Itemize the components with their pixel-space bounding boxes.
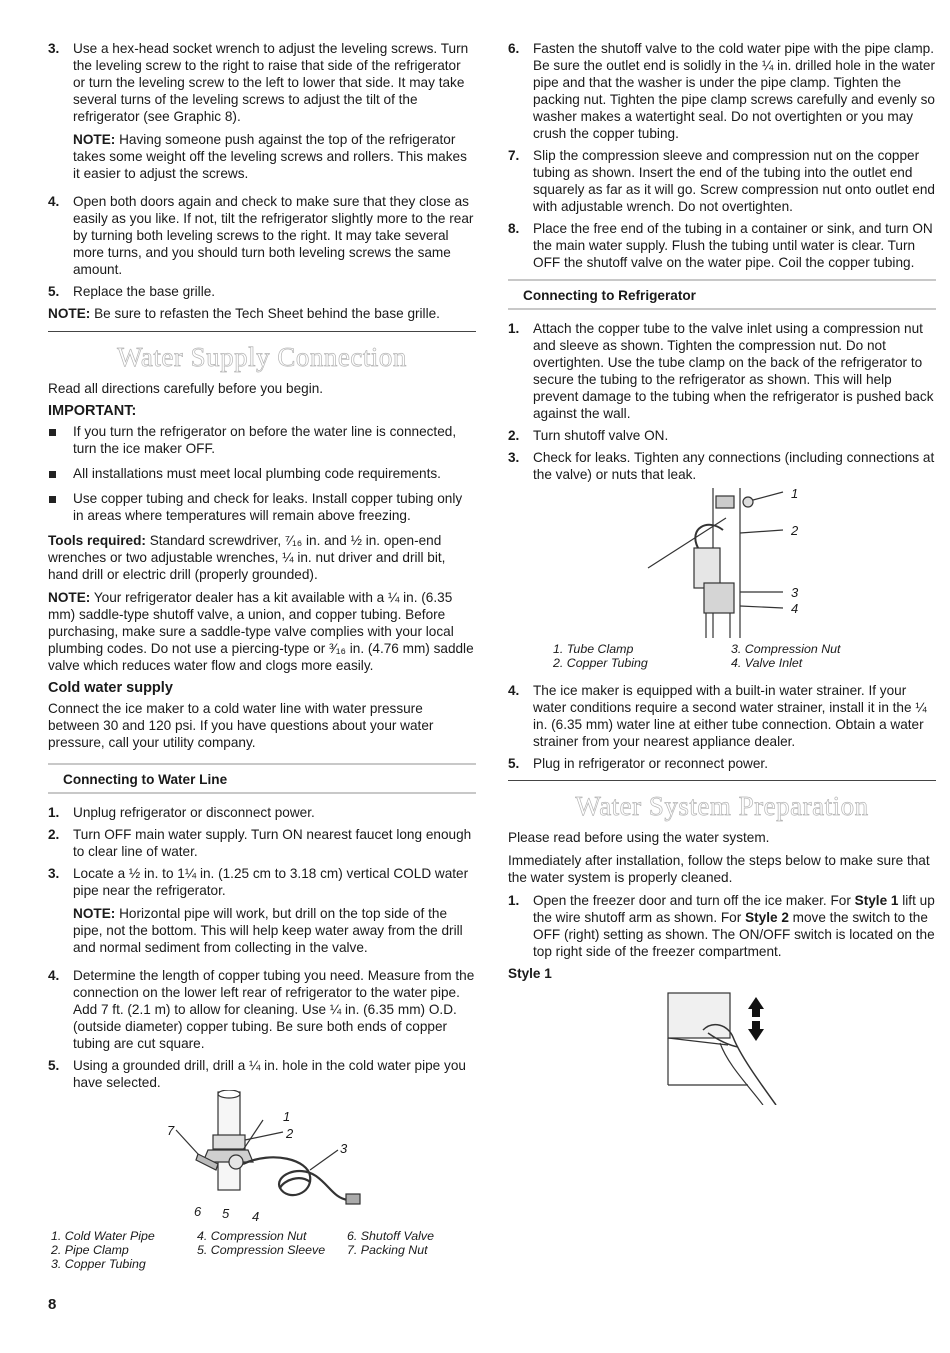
important-heading: IMPORTANT: <box>48 403 137 419</box>
callout-2: 2 <box>791 523 799 538</box>
square-bullet-icon <box>48 423 73 457</box>
bullet-item: Use copper tubing and check for leaks. Install copper tubing only in areas where temperatures will remain above freezing. <box>48 490 476 524</box>
style-1-label: Style 1 <box>508 966 552 981</box>
divider <box>508 780 936 781</box>
connecting-refrigerator-heading: Connecting to Refrigerator <box>508 279 936 310</box>
tech-sheet-note: NOTE: Be sure to refasten the Tech Sheet behind the base grille. <box>48 306 440 321</box>
square-bullet-icon <box>48 490 73 524</box>
cold-water-heading: Cold water supply <box>48 680 173 696</box>
connecting-water-line-heading: Connecting to Water Line <box>48 763 476 794</box>
callout-1: 1 <box>791 486 799 501</box>
waterline-step-4: 4. Determine the length of copper tubing you need. Measure from the connection on the lower left rear of refrigerator to the water pipe. Add 7 ft. (2.1 m) to allow for cleaning. Use ¼ in. (6.35 mm) O.D. (outside diameter) copper tubing. Be sure both ends of copper tubing are cut square. <box>48 968 475 1051</box>
fridge-step-2: 2. Turn shutoff valve ON. <box>508 428 669 443</box>
callout-6: 6 <box>194 1204 202 1219</box>
callout-4: 4 <box>791 601 799 616</box>
prep-step-1: 1. Open the freezer door and turn off the ice maker. For Style 1 lift up the wire shutoff arm as shown. For Style 2 move the switch to the OFF (right) setting as shown. The ON/OFF switch is located on the top right side of the freezer compartment. <box>508 893 935 959</box>
prep-paragraph: Immediately after installation, follow the steps below to make sure that the water system is properly cleaned. <box>508 853 930 885</box>
shutoff-valve-figure <box>48 1090 476 1224</box>
callout-1: 1 <box>283 1109 291 1124</box>
step-5-grille: 5. Replace the base grille. <box>48 284 216 299</box>
callout-3: 3 <box>340 1141 348 1156</box>
right-column <box>508 40 936 1105</box>
waterline-step-2: 2. Turn OFF main water supply. Turn ON nearest faucet long enough to clear line of water. <box>48 827 472 859</box>
step-6-fasten-valve: 6. Fasten the shutoff valve to the cold water pipe with the pipe clamp. Be sure the outlet end is solidly in the ¼ in. drilled hole in the water pipe and that the washer is under the pipe clamp. Tighten the packing nut. Tighten the pipe clamp screws carefully and evenly so washer makes a watertight seal. Do not overtighten or you may crush the copper tubing. <box>508 41 936 141</box>
divider <box>48 331 476 332</box>
up-down-arrow-icon <box>748 997 764 1041</box>
step-3-leveling: 3. Use a hex-head socket wrench to adjust the leveling screws. Turn the leveling screw to the right to raise that side of the refrigerator or turn the leveling screw to the left to lower that side. It may take several turns of the leveling screws to adjust the tilt of the refrigerator (see Graphic 8). NOTE: Having someone push against the top of the refrigerator takes some weight off the leveling screws and rollers. This makes it easier to adjust the screws. <box>48 40 476 188</box>
step-note: NOTE: Having someone push against the top of the refrigerator takes some weight off the leveling screws and rollers. This makes it easier to adjust the screws. <box>73 132 467 181</box>
callout-7: 7 <box>167 1123 175 1138</box>
callout-4: 4 <box>252 1209 260 1224</box>
tools-required: Tools required: Standard screwdriver, ⁷⁄₁₆ in. and ½ in. open-end wrenches or two adjustable wrenches, ¼ in. nut driver and drill bit, hand drill or electric drill (properly grounded). <box>48 533 446 582</box>
step-text: Use a hex-head socket wrench to adjust the leveling screws. Turn the leveling screw to the right to raise that side of the refrigerator or turn the leveling screw to the left to lower that side. It may take several turns of the leveling screws to adjust the tilt of the refrigerator (see Graphic 8). <box>73 41 469 124</box>
waterline-step-3: 3. Locate a ½ in. to 1¼ in. (1.25 cm to 3.18 cm) vertical COLD water pipe near the refrigerator. NOTE: Horizontal pipe will work, but drill on the top side of the pipe, not the bottom. This will help keep water away from the drill and normal sediment from collecting in the valve. <box>48 865 476 962</box>
valve-inlet-illustration <box>508 488 936 638</box>
intro-text: Read all directions carefully before you begin. <box>48 381 324 396</box>
ice-maker-illustration <box>508 985 936 1105</box>
inlet-figure-legend: 1. Tube Clamp 3. Compression Nut 2. Copper Tubing 4. Valve Inlet <box>553 642 841 670</box>
shutoff-valve-illustration <box>48 1090 476 1215</box>
ice-maker-figure <box>508 985 936 1105</box>
prep-intro: Please read before using the water system. <box>508 830 770 845</box>
square-bullet-icon <box>48 465 73 482</box>
valve-figure-legend: 1. Cold Water Pipe 4. Compression Nut 6. Shutoff Valve 2. Pipe Clamp 5. Compression Sleeve 7. Packing Nut 3. Copper Tubing <box>51 1229 435 1271</box>
callout-2: 2 <box>286 1126 294 1141</box>
step-7-compression: 7. Slip the compression sleeve and compression nut on the copper tubing as shown. Insert the end of the tubing into the outlet end squarely as far as it will go. Screw compression nut onto outlet end with adjustable wrench. Do not overtighten. <box>508 148 935 214</box>
cold-water-text: Connect the ice maker to a cold water line with water pressure between 30 and 120 psi. If you have questions about your water pressure, call your utility company. <box>48 701 434 750</box>
section-title-water-supply: Water Supply Connection <box>117 342 407 372</box>
left-column <box>48 40 476 1271</box>
callout-5: 5 <box>222 1206 230 1221</box>
step-note: NOTE: Horizontal pipe will work, but drill on the top side of the pipe, not the bottom. This will help keep water away from the drill and normal sediment from collecting in the valve. <box>73 906 463 955</box>
callout-3: 3 <box>791 585 799 600</box>
valve-inlet-figure <box>508 488 936 638</box>
bullet-item: All installations must meet local plumbing code requirements. <box>48 465 476 482</box>
fridge-step-5: 5. Plug in refrigerator or reconnect power. <box>508 756 768 771</box>
waterline-step-5: 5. Using a grounded drill, drill a ¼ in. hole in the cold water pipe you have selected. <box>48 1058 466 1090</box>
waterline-step-1: 1. Unplug refrigerator or disconnect power. <box>48 805 315 820</box>
page-number: 8 <box>48 1296 57 1313</box>
fridge-step-1: 1. Attach the copper tube to the valve inlet using a compression nut and sleeve as shown. Tighten the compression nut. Do not overtighten. Use the tube clamp on the back of the refrigerator to secure the tubing to the refrigerator as shown. This will help prevent damage to the tubing when the refrigerator is pushed back against the wall. <box>508 321 934 421</box>
section-title-water-system: Water System Preparation <box>575 791 869 821</box>
step-8-flush: 8. Place the free end of the tubing in a container or sink, and turn ON the main water supply. Flush the tubing until water is clear. Turn OFF the shutoff valve on the water pipe. Coil the copper tubing. <box>508 221 933 270</box>
kit-note: NOTE: Your refrigerator dealer has a kit available with a ¼ in. (6.35 mm) saddle-type shutoff valve, a union, and copper tubing. Before purchasing, make sure a saddle-type valve complies with your local plumbing codes. Do not use a piercing-type or ³⁄₁₆ in. (4.76 mm) saddle valve which reduces water flow and clogs more easily. <box>48 590 474 673</box>
step-4-doors: 4. Open both doors again and check to make sure that they close as easily as you like. If not, tilt the refrigerator slightly more to the rear by turning both leveling screws to the right. It may take several more turns, and you should turn both leveling screws the same amount. <box>48 194 474 277</box>
bullet-item: If you turn the refrigerator on before the water line is connected, turn the ice maker OFF. <box>48 423 476 457</box>
fridge-step-3: 3. Check for leaks. Tighten any connections (including connections at the valve) or nuts that leak. <box>508 450 935 482</box>
fridge-step-4: 4. The ice maker is equipped with a built-in water strainer. If your water conditions require a second water strainer, install it in the ¼ in. (6.35 mm) water line at either tube connection. Obtain a water strainer from your nearest appliance dealer. <box>508 683 927 749</box>
